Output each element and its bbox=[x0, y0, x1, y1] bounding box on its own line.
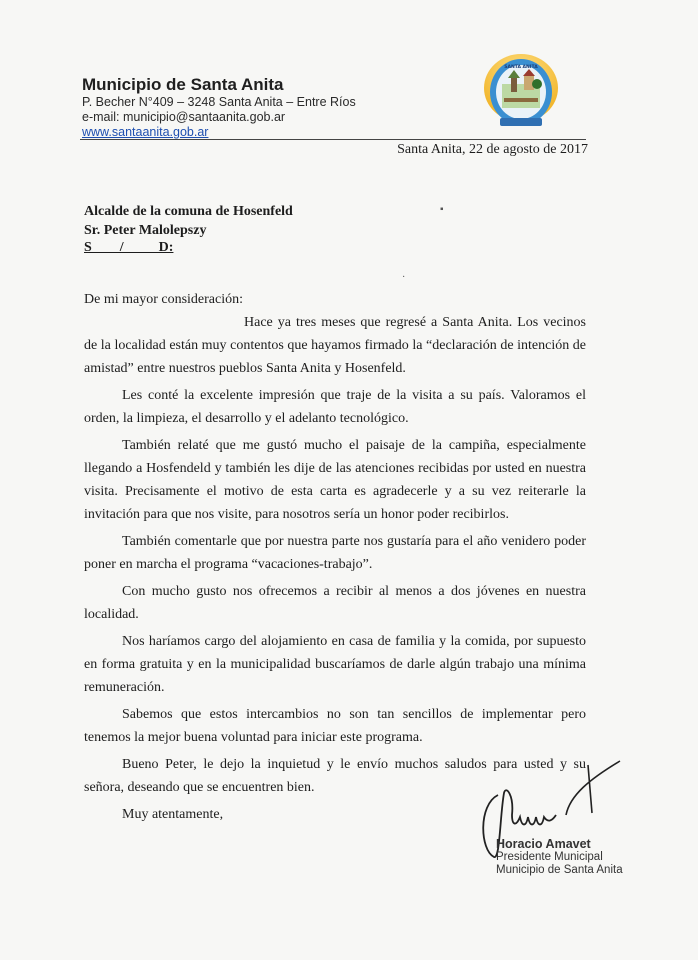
scan-speck: · bbox=[402, 272, 406, 283]
letterhead-website-link[interactable]: www.santaanita.gob.ar bbox=[82, 125, 209, 139]
closing: Muy atentamente, bbox=[122, 807, 224, 822]
letterhead-title: Municipio de Santa Anita bbox=[82, 75, 284, 94]
paragraph: También relaté que me gustó mucho el paisaje de la campiña, especialmente llegando a Hosfendeld y también les dije de las atenciones recibidas por usted en nuestra visita. Precisamente el motivo de esta carta es agradecerle y a su vez reiterarle la invitación para que nos visite, para nosotros sería un honor poder recibirlos. bbox=[84, 438, 586, 522]
letterhead bbox=[82, 75, 356, 140]
signature-block bbox=[496, 838, 623, 877]
recipient-line-1: Alcalde de la comuna de Hosenfeld bbox=[84, 204, 293, 219]
recipient-sd: S / D: bbox=[84, 240, 174, 255]
paragraph: Nos haríamos cargo del alojamiento en casa de familia y la comida, por supuesto en forma gratuita y en la municipalidad buscaríamos de darle algún trabajo una mínima remuneración. bbox=[84, 634, 586, 695]
signer-org: Municipio de Santa Anita bbox=[496, 864, 623, 876]
paragraph: Hace ya tres meses que regresé a Santa Anita. Los vecinos de la localidad están muy contentos que hayamos firmado la “declaración de intención de amistad” entre nuestros pueblos Santa Anita y Hosenfeld. bbox=[84, 315, 586, 376]
header-divider bbox=[80, 139, 586, 140]
paragraph: Con mucho gusto nos ofrecemos a recibir al menos a dos jóvenes en nuestra localidad. bbox=[84, 584, 586, 622]
paragraph: También comentarle que por nuestra parte nos gustaría para el año venidero poder poner en marcha el programa “vacaciones-trabajo”. bbox=[84, 534, 586, 572]
letter-date: Santa Anita, 22 de agosto de 2017 bbox=[397, 142, 588, 157]
seal-text: SANTA ANITA bbox=[504, 65, 538, 70]
letter-body bbox=[84, 288, 586, 826]
paragraph: Bueno Peter, le dejo la inquietud y le envío muchos saludos para usted y su señora, deseando que se encuentren bien. bbox=[84, 757, 586, 795]
scan-speck: ▪ bbox=[440, 204, 444, 215]
recipient-line-2: Sr. Peter Malolepszy bbox=[84, 223, 207, 238]
signer-name: Horacio Amavet bbox=[496, 837, 591, 851]
paragraph: Sabemos que estos intercambios no son tan sencillos de implementar pero tenemos la mejor buena voluntad para iniciar este programa. bbox=[84, 707, 586, 745]
letterhead-address: P. Becher N°409 – 3248 Santa Anita – Entre Ríos bbox=[82, 95, 356, 109]
recipient-block bbox=[84, 202, 293, 240]
signer-title: Presidente Municipal bbox=[496, 851, 603, 863]
salutation: De mi mayor consideración: bbox=[84, 292, 244, 307]
paragraph: Les conté la excelente impresión que traje de la visita a su país. Valoramos el orden, la limpieza, el desarrollo y el adelanto tecnológico. bbox=[84, 388, 586, 426]
municipal-seal-icon bbox=[480, 48, 562, 140]
letterhead-email: e-mail: municipio@santaanita.gob.ar bbox=[82, 110, 286, 124]
